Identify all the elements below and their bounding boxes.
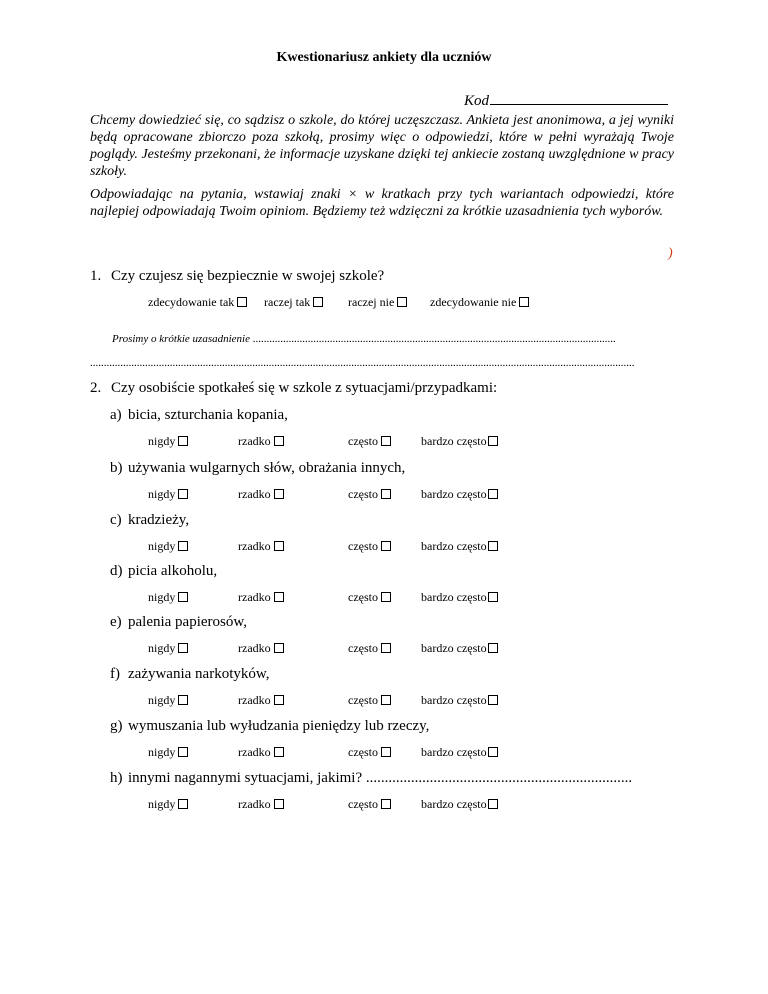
q2-g-option-1[interactable]: nigdy	[148, 745, 188, 760]
q2-b-option-3[interactable]: często	[348, 487, 391, 502]
q2-h-option-4[interactable]: bardzo często	[421, 797, 498, 812]
item-letter: c)	[110, 512, 122, 528]
question-text: Czy osobiście spotkałeś się w szkole z sytuacjami/przypadkami:	[111, 380, 498, 396]
checkbox[interactable]	[488, 643, 498, 653]
checkbox[interactable]	[381, 489, 391, 499]
checkbox[interactable]	[488, 436, 498, 446]
q2-a-option-3[interactable]: często	[348, 434, 391, 449]
checkbox[interactable]	[274, 541, 284, 551]
item-letter: b)	[110, 460, 123, 476]
checkbox[interactable]	[178, 643, 188, 653]
q2-f-option-3[interactable]: często	[348, 693, 391, 708]
item-text: kradzieży,	[128, 512, 190, 528]
checkbox[interactable]	[381, 643, 391, 653]
q2-c-option-4[interactable]: bardzo często	[421, 539, 498, 554]
q2-a-option-4[interactable]: bardzo często	[421, 434, 498, 449]
q2-h-option-3[interactable]: często	[348, 797, 391, 812]
item-text: używania wulgarnych słów, obrażania innych,	[128, 460, 406, 476]
checkbox[interactable]	[178, 747, 188, 757]
q2-e-option-3[interactable]: często	[348, 641, 391, 656]
intro-paragraph-2: Odpowiadając na pytania, wstawiaj znaki × w kratkach przy tych wariantach odpowiedzi, które najlepiej odpowiadają Twoim opiniom. Będziemy też wdzięczni za krótkie uzasadnienia tych wyborów.	[90, 187, 674, 219]
q2-item-b	[110, 460, 405, 477]
checkbox[interactable]	[274, 436, 284, 446]
checkbox[interactable]	[274, 747, 284, 757]
q2-f-option-2[interactable]: rzadko	[238, 693, 284, 708]
checkbox[interactable]	[274, 643, 284, 653]
q2-b-option-1[interactable]: nigdy	[148, 487, 188, 502]
item-letter: d)	[110, 563, 123, 579]
checkbox[interactable]	[274, 799, 284, 809]
checkbox[interactable]	[488, 541, 498, 551]
checkbox[interactable]	[488, 592, 498, 602]
q2-d-option-1[interactable]: nigdy	[148, 590, 188, 605]
item-text: zażywania narkotyków,	[128, 666, 270, 682]
question-number: 1.	[90, 268, 102, 284]
q2-b-option-2[interactable]: rzadko	[238, 487, 284, 502]
q2-g-option-3[interactable]: często	[348, 745, 391, 760]
q2-g-option-2[interactable]: rzadko	[238, 745, 284, 760]
justification-label: Prosimy o krótkie uzasadnienie	[112, 333, 250, 345]
item-letter: h)	[110, 770, 123, 786]
checkbox[interactable]	[178, 799, 188, 809]
item-text: wymuszania lub wyłudzania pieniędzy lub rzeczy,	[128, 718, 430, 734]
q2-c-option-2[interactable]: rzadko	[238, 539, 284, 554]
item-letter: f)	[110, 666, 120, 682]
q2-e-option-4[interactable]: bardzo często	[421, 641, 498, 656]
checkbox[interactable]	[178, 695, 188, 705]
checkbox[interactable]	[274, 489, 284, 499]
q1-option-1[interactable]: zdecydowanie tak	[148, 295, 247, 310]
item-letter: g)	[110, 718, 123, 734]
checkbox[interactable]	[178, 541, 188, 551]
item-letter: e)	[110, 614, 122, 630]
item-letter: a)	[110, 407, 122, 423]
q2-h-option-1[interactable]: nigdy	[148, 797, 188, 812]
question-2	[90, 380, 497, 397]
checkbox[interactable]	[381, 592, 391, 602]
checkbox[interactable]	[519, 297, 529, 307]
q2-item-f	[110, 666, 269, 683]
checkbox[interactable]	[313, 297, 323, 307]
checkbox[interactable]	[274, 695, 284, 705]
q2-a-option-1[interactable]: nigdy	[148, 434, 188, 449]
item-text: bicia, szturchania kopania,	[128, 407, 288, 423]
q2-d-option-2[interactable]: rzadko	[238, 590, 284, 605]
item-text: palenia papierosów,	[128, 614, 247, 630]
checkbox[interactable]	[381, 799, 391, 809]
question-number: 2.	[90, 380, 102, 396]
item-text: picia alkoholu,	[128, 563, 218, 579]
item-text: innymi nagannymi sytuacjami, jakimi?	[128, 770, 363, 786]
q2-item-d	[110, 563, 217, 580]
question-1	[90, 268, 384, 285]
q1-option-3[interactable]: raczej nie	[348, 295, 407, 310]
red-mark: )	[668, 246, 673, 261]
checkbox[interactable]	[488, 799, 498, 809]
q2-item-a	[110, 407, 288, 424]
q2-h-option-2[interactable]: rzadko	[238, 797, 284, 812]
page-title: Kwestionariusz ankiety dla uczniów	[276, 50, 492, 65]
checkbox[interactable]	[178, 592, 188, 602]
q2-a-option-2[interactable]: rzadko	[238, 434, 284, 449]
q2-e-option-1[interactable]: nigdy	[148, 641, 188, 656]
checkbox[interactable]	[381, 747, 391, 757]
checkbox[interactable]	[178, 436, 188, 446]
q2-g-option-4[interactable]: bardzo często	[421, 745, 498, 760]
q2-f-option-4[interactable]: bardzo często	[421, 693, 498, 708]
q2-item-c	[110, 512, 189, 529]
code-label: Kod	[464, 93, 490, 109]
code-field[interactable]	[464, 90, 668, 110]
q2-b-option-4[interactable]: bardzo często	[421, 487, 498, 502]
checkbox[interactable]	[488, 489, 498, 499]
checkbox[interactable]	[178, 489, 188, 499]
checkbox[interactable]	[274, 592, 284, 602]
q1-option-2[interactable]: raczej tak	[264, 295, 323, 310]
code-input-line[interactable]	[490, 90, 668, 105]
q2-c-option-1[interactable]: nigdy	[148, 539, 188, 554]
q2-item-g	[110, 718, 429, 735]
q2-e-option-2[interactable]: rzadko	[238, 641, 284, 656]
q2-f-option-1[interactable]: nigdy	[148, 693, 188, 708]
checkbox[interactable]	[488, 747, 498, 757]
checkbox[interactable]	[488, 695, 498, 705]
checkbox[interactable]	[381, 695, 391, 705]
q2-c-option-3[interactable]: często	[348, 539, 391, 554]
checkbox[interactable]	[237, 297, 247, 307]
justification-line[interactable]	[112, 333, 616, 345]
q2-item-e	[110, 614, 247, 631]
justification-dots-line[interactable]: ......................................................................................................................................................................................................	[90, 357, 635, 369]
q2-d-option-4[interactable]: bardzo często	[421, 590, 498, 605]
checkbox[interactable]	[381, 541, 391, 551]
intro-paragraph-1: Chcemy dowiedzieć się, co sądzisz o szkole, do której uczęszczasz. Ankieta jest anonimowa, a jej wyniki będą opracowane zbiorczo poza szkołą, prosimy więc o odpowiedzi, które w pełni wyrażają Twoje poglądy. Jesteśmy przekonani, że informacje uzyskane dzięki tej ankiecie zostaną uwzględnione w pracy szkoły.	[90, 113, 674, 179]
justification-dots: ....................................................................................................................................	[252, 333, 616, 345]
checkbox[interactable]	[397, 297, 407, 307]
item-answer-dots[interactable]: .......................................................................	[365, 770, 633, 786]
question-text: Czy czujesz się bezpiecznie w swojej szkole?	[111, 268, 385, 284]
checkbox[interactable]	[381, 436, 391, 446]
q1-option-4[interactable]: zdecydowanie nie	[430, 295, 529, 310]
q2-d-option-3[interactable]: często	[348, 590, 391, 605]
q2-item-h	[110, 770, 632, 787]
